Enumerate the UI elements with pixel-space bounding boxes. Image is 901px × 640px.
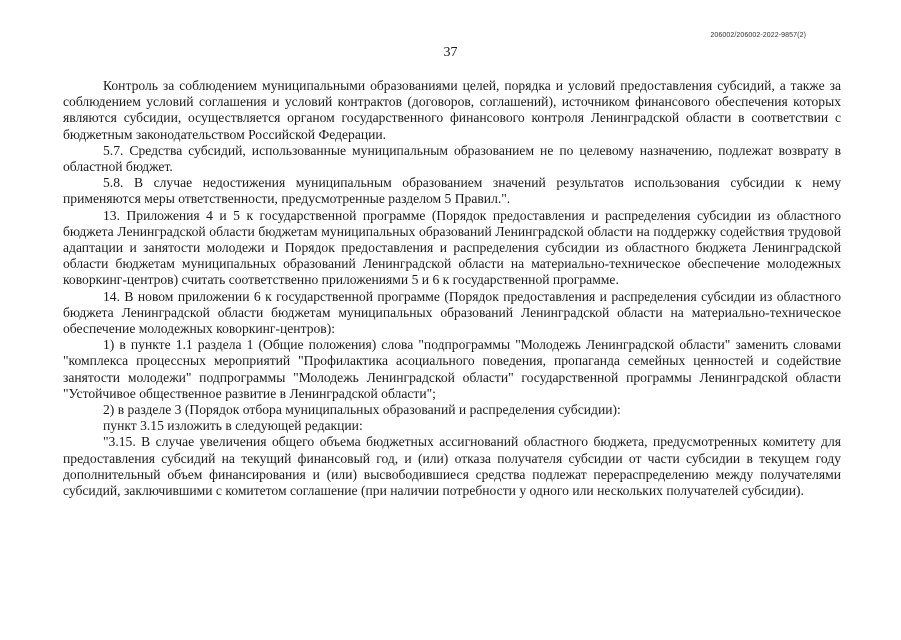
paragraph-5-8: 5.8. В случае недостижения муниципальным образованием значений результатов использования субсидии к нему применяются меры ответственности, предусмотренные разделом 5 Правил.". <box>63 175 841 207</box>
paragraph-point-3-15: пункт 3.15 изложить в следующей редакции: <box>103 418 363 434</box>
paragraph-control: Контроль за соблюдением муниципальными образованиями целей, порядка и условий предоставления субсидий, а также за соблюдением условий соглашения и условий контрактов (договоров, соглашений), источником финансового обеспечения которых являются субсидии, осуществляется органом государственного финансового контроля Ленинградской области в соответствии с бюджетным законодательством Российской Федерации. <box>63 78 841 142</box>
document-body <box>63 78 841 499</box>
paragraph-item-2: 2) в разделе 3 (Порядок отбора муниципальных образований и распределения субсидии): <box>103 402 621 418</box>
page-number: 37 <box>443 45 458 60</box>
paragraph-3-15-text: "3.15. В случае увеличения общего объема бюджетных ассигнований областного бюджета, предусмотренных комитету для предоставления субсидий на текущий финансовый год, и (или) отказа получателя субсидии от части субсидии в текущем году дополнительный объем финансирования и (или) высвободившиеся средства подлежат перераспределению между получателями субсидий, заключившими с комитетом соглашение (при наличии потребности у одного или нескольких получателей субсидии). <box>63 434 841 499</box>
paragraph-13: 13. Приложения 4 и 5 к государственной программе (Порядок предоставления и распределения субсидии из областного бюджета Ленинградской области бюджетам муниципальных образований Ленинградской области на поддержку содействия трудовой адаптации и занятости молодежи и Порядок предоставления и распределения субсидии из областного бюджета Ленинградской области бюджетам муниципальных образований Ленинградской области на материально-техническое обеспечение молодежных коворкинг-центров) считать соответственно приложениями 5 и 6 к государственной программе. <box>63 207 841 288</box>
paragraph-item-1: 1) в пункте 1.1 раздела 1 (Общие положения) слова "подпрограммы "Молодежь Ленинградской области" заменить словами "комплекса процессных мероприятий "Профилактика асоциального поведения, пропаганда семейных ценностей и содействие занятости молодежи" подпрограммы "Молодежь Ленинградской области" государственной программы Ленинградской области "Устойчивое общественное развитие в Ленинградской области"; <box>63 337 841 401</box>
paragraph-14: 14. В новом приложении 6 к государственной программе (Порядок предоставления и распределения субсидии из областного бюджета Ленинградской области бюджетам муниципальных образований Ленинградской области на материально-техническое обеспечение молодежных коворкинг-центров): <box>63 288 841 337</box>
paragraph-5-7: 5.7. Средства субсидий, использованные муниципальным образованием не по целевому назначению, подлежат возврату в областной бюджет. <box>63 142 841 175</box>
document-code: 206002/206002-2022-9857(2) <box>710 32 806 39</box>
